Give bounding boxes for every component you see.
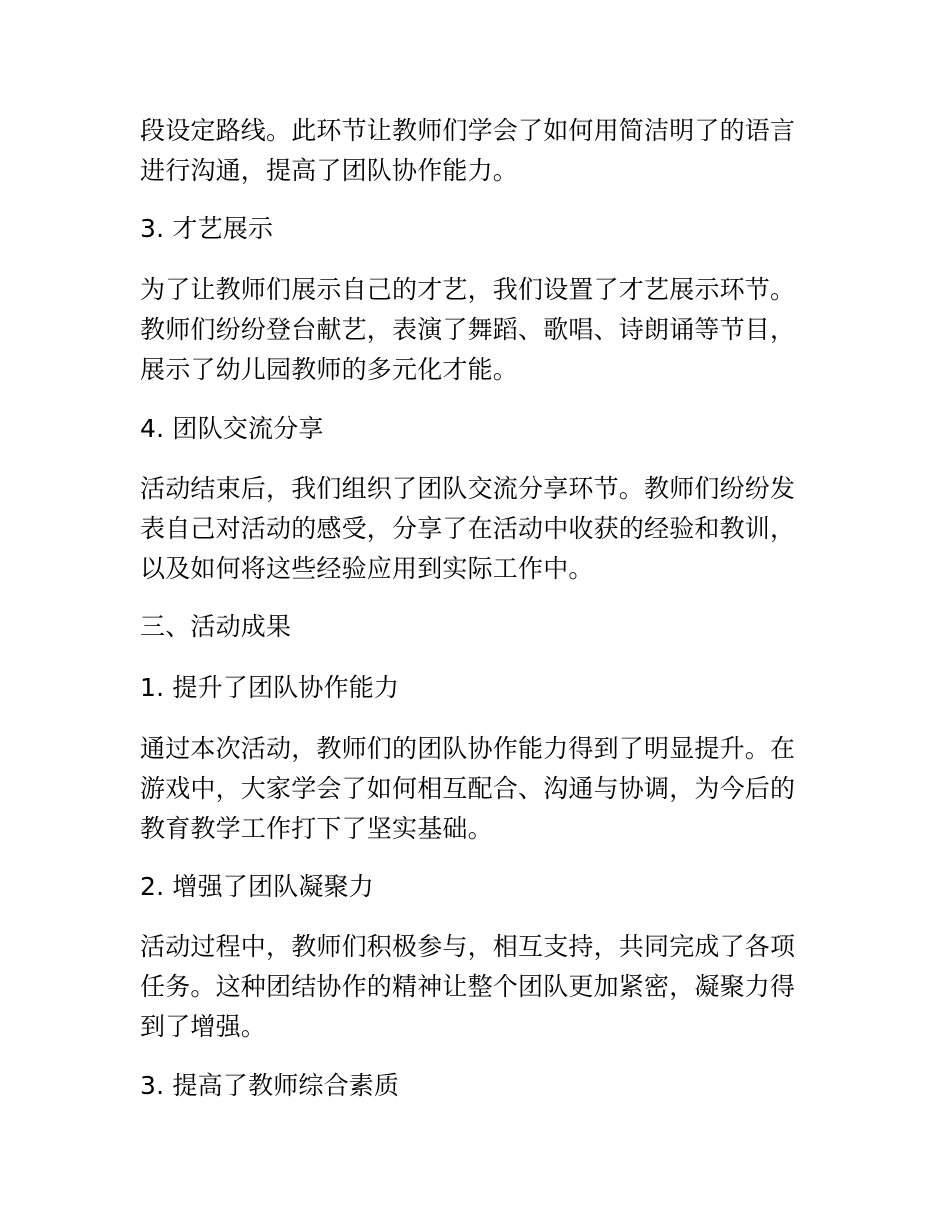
paragraph-route-communication: 段设定路线。此环节让教师们学会了如何用简洁明了的语言进行沟通，提高了团队协作能力。 — [140, 116, 796, 185]
paragraph-talent-show: 为了让教师们展示自己的才艺，我们设置了才艺展示环节。教师们纷纷登台献艺，表演了舞蹈、歌唱、诗朗诵等节目，展示了幼儿园教师的多元化才能。 — [140, 275, 796, 384]
paragraph-team-sharing: 活动结束后，我们组织了团队交流分享环节。教师们纷纷发表自己对活动的感受，分享了在活动中收获的经验和教训，以及如何将这些经验应用到实际工作中。 — [140, 474, 796, 583]
heading-talent-show: 3. 才艺展示 — [140, 214, 274, 243]
heading-team-sharing: 4. 团队交流分享 — [140, 414, 324, 443]
heading-teacher-quality: 3. 提高了教师综合素质 — [140, 1071, 400, 1100]
heading-activity-results: 三、活动成果 — [140, 612, 292, 641]
paragraph-teamwork-improved: 通过本次活动，教师们的团队协作能力得到了明显提升。在游戏中，大家学会了如何相互配合、沟通与协调，为今后的教育教学工作打下了坚实基础。 — [140, 734, 796, 843]
heading-teamwork-improved: 1. 提升了团队协作能力 — [140, 673, 400, 702]
paragraph-cohesion-enhanced: 活动过程中，教师们积极参与，相互支持，共同完成了各项任务。这种团结协作的精神让整个团队更加紧密，凝聚力得到了增强。 — [140, 932, 796, 1041]
heading-cohesion-enhanced: 2. 增强了团队凝聚力 — [140, 872, 375, 901]
